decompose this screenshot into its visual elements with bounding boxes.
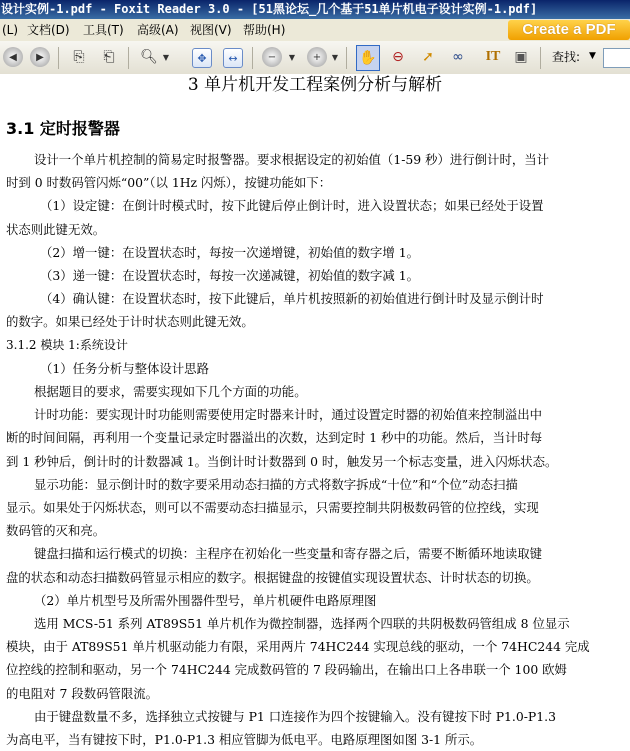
- find-options-chevron-icon[interactable]: ▼: [589, 51, 596, 61]
- document-line: （1）设定键：在倒计时模式时，按下此键后停止倒计时，进入设置状态；如果已经处于设置: [40, 198, 544, 214]
- document-line: 断的时间间隔，再利用一个变量记录定时器溢出的次数，达到定时 1 秒中的功能。然后，当计时每: [6, 430, 543, 446]
- document-line: 为高电平，当有键按下时，P1.0-P1.3 相应管脚为低电平。电路原理图如图 3-1 所示。: [6, 732, 483, 747]
- menu-item-file[interactable]: (L): [2, 23, 19, 37]
- document-line: 时到 0 时数码管闪烁“00”（以 1Hz 闪烁），按键功能如下：: [6, 175, 332, 191]
- find-label: 查找:: [552, 50, 581, 64]
- toolbar: [0, 41, 630, 75]
- binoculars-icon[interactable]: ∞: [452, 49, 464, 65]
- document-line: 的电阻对 7 段数码管限流。: [6, 685, 159, 701]
- zoom-in-icon[interactable]: +: [307, 47, 327, 67]
- document-line: 设计一个单片机控制的简易定时报警器。要求根据设定的初始值（1-59 秒）进行倒计时，当计: [34, 152, 550, 167]
- rotate-left-icon[interactable]: ⎘: [73, 49, 85, 65]
- document-line: 模块，由于 AT89S51 单片机驱动能力有限，采用两片 74HC244 实现总线的驱动，一个 74HC244 完成: [6, 639, 590, 655]
- fit-page-icon[interactable]: ✥: [192, 48, 212, 68]
- menu-item-view[interactable]: 视图(V): [190, 23, 232, 37]
- document-line: （3）递一键：在设置状态时，每按一次递减键，初始值的数字减 1。: [40, 268, 420, 283]
- create-pdf-button[interactable]: Create a PDF: [508, 20, 630, 40]
- snapshot-icon[interactable]: ▣: [514, 49, 528, 65]
- toolbar-separator: [252, 47, 253, 69]
- window-title: 设计实例-1.pdf - Foxit Reader 3.0 - [51黑论坛_几个基于51单片机电子设计实例-1.pdf]: [1, 2, 538, 16]
- document-line: 选用 MCS-51 系列 AT89S51 单片机作为微控制器，选择两个四联的共阴极数码管组成 8 位显示: [34, 616, 570, 631]
- document-line: 的数字。如果已经处于计时状态则此键无效。: [6, 314, 254, 330]
- document-line: （4）确认键：在设置状态时，按下此键后，单片机按照新的初始值进行倒计时及显示倒计时: [40, 291, 544, 307]
- document-line: 数码管的灭和亮。: [6, 523, 106, 539]
- document-line: （2）单片机型号及所需外围器件型号，单片机硬件电路原理图: [34, 592, 377, 608]
- document-line: 根据题目的要求，需要实现如下几个方面的功能。: [34, 384, 307, 399]
- document-line: （1）任务分析与整体设计思路: [40, 360, 209, 376]
- chevron-down-icon[interactable]: ▼: [288, 52, 296, 62]
- menu-item-document[interactable]: 文档(D): [27, 23, 70, 37]
- zoom-icon[interactable]: 🔍︎: [140, 49, 158, 65]
- toolbar-separator: [540, 47, 541, 69]
- menu-item-tools[interactable]: 工具(T): [83, 23, 124, 37]
- toolbar-separator: [58, 47, 59, 69]
- document-line: （2）增一键：在设置状态时，每按一次递增键，初始值的数字增 1。: [40, 244, 420, 260]
- document-line: 由于键盘数量不多，选择独立式按键与 P1 口连接作为四个按键输入。没有键按下时 P1.0-P1.3: [34, 708, 556, 724]
- document-line: 显示功能：显示倒计时的数字要采用动态扫描的方式将数字拆成“十位”和“个位”动态扫描: [34, 476, 518, 492]
- fit-width-icon[interactable]: ↔: [223, 48, 243, 68]
- document-line: 状态则此键无效。: [6, 221, 106, 237]
- text-select-icon[interactable]: IT: [485, 49, 501, 64]
- document-line: 3.1.2 模块 1:系统设计: [6, 337, 128, 352]
- menu-item-advanced[interactable]: 高级(A): [137, 23, 179, 37]
- document-line: 位控线的控制和驱动，另一个 74HC244 完成数码管的 7 段码输出，在输出口上各串联一个 100 欧姆: [6, 662, 567, 678]
- section-title: 3.1 定时报警器: [6, 119, 120, 138]
- reading-glasses-icon[interactable]: ⊖: [392, 49, 404, 65]
- document-line: 盘的状态和动态扫描数码管显示相应的数字。根据键盘的按键值实现设置状态、计时状态的切换。: [6, 569, 539, 585]
- document-line: 到 1 秒钟后，倒计时的计数器减 1。当倒计时计数器到 0 时，触发另一个标志变量，进入闪烁状态。: [6, 453, 558, 469]
- find-input[interactable]: [603, 48, 630, 68]
- zoom-out-icon[interactable]: −: [262, 47, 282, 67]
- document-line: 计时功能：要实现计时功能则需要使用定时器来计时，通过设置定时器的初始值来控制溢出中: [34, 407, 543, 423]
- document-line: 显示。如果处于闪烁状态，则可以不需要动态扫描显示，只需要控制共阴极数码管的位控线，实现: [6, 500, 539, 515]
- select-icon[interactable]: ➚: [422, 49, 434, 65]
- window-title-bar: [0, 0, 630, 19]
- rotate-right-icon[interactable]: ⎗: [103, 49, 115, 65]
- toolbar-separator: [346, 47, 347, 69]
- chevron-down-icon[interactable]: ▼: [331, 52, 339, 62]
- forward-icon[interactable]: ▶: [30, 47, 50, 67]
- toolbar-separator: [128, 47, 129, 69]
- chapter-title: 3 单片机开发工程案例分析与解析: [187, 75, 443, 95]
- back-icon[interactable]: ◀: [3, 47, 23, 67]
- menu-item-help[interactable]: 帮助(H): [243, 23, 286, 37]
- chevron-down-icon[interactable]: ▼: [162, 52, 170, 62]
- document-line: 键盘扫描和运行模式的切换：主程序在初始化一些变量和寄存器之后，需要不断循环地读取键: [34, 546, 543, 562]
- hand-icon[interactable]: ✋: [356, 45, 380, 71]
